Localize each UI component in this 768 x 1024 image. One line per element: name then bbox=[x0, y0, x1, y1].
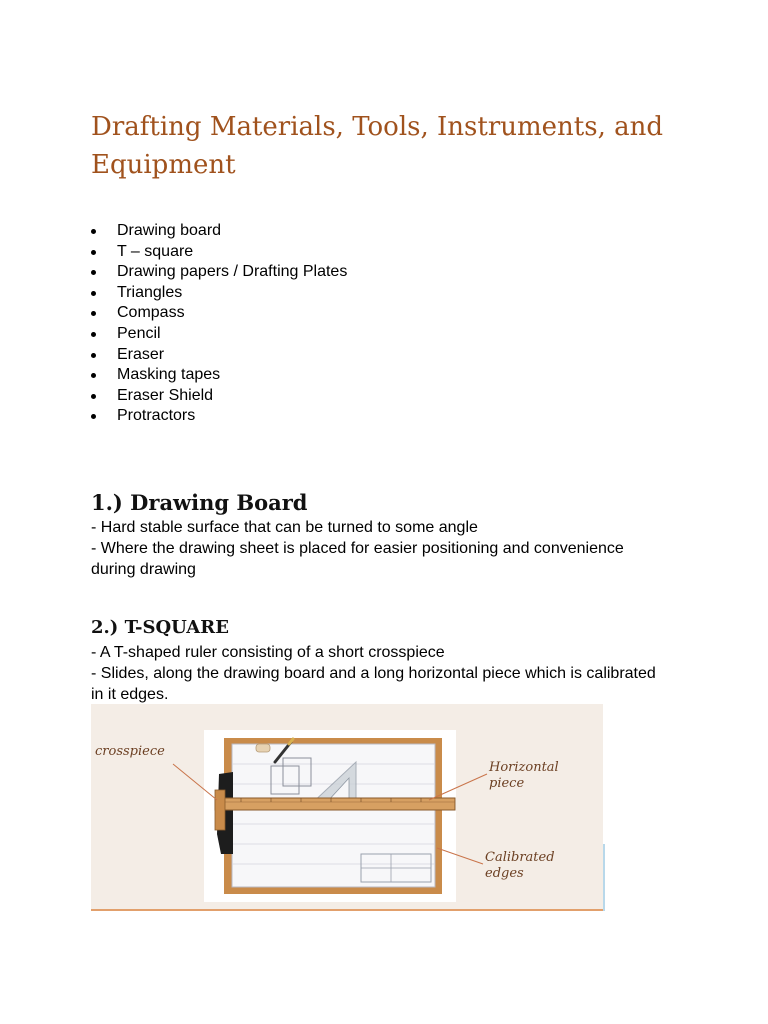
list-item-label: Eraser bbox=[117, 345, 165, 363]
materials-list bbox=[91, 221, 347, 427]
list-item-label: Pencil bbox=[117, 324, 161, 342]
bullet-icon bbox=[91, 373, 96, 378]
body-line: - Slides, along the drawing board and a long horizontal piece which is calibrated in it edges. bbox=[91, 665, 656, 703]
list-item bbox=[91, 365, 347, 386]
list-item-label: Drawing board bbox=[117, 222, 222, 239]
bullet-icon bbox=[91, 270, 96, 275]
bullet-icon bbox=[91, 414, 96, 419]
document-title: Drafting Materials, Tools, Instruments, and Equipment bbox=[91, 112, 663, 180]
list-item-label: Masking tapes bbox=[117, 366, 221, 384]
bullet-icon bbox=[91, 229, 96, 234]
label-calibrated-edges: Calibrated edges bbox=[485, 850, 555, 881]
bullet-icon bbox=[91, 291, 96, 296]
list-item-label: Drawing papers / Drafting Plates bbox=[117, 263, 348, 281]
t-square-figure bbox=[91, 704, 603, 911]
list-item-label: Compass bbox=[117, 304, 185, 322]
section-body-t-square bbox=[91, 642, 671, 705]
list-item-label: Triangles bbox=[117, 283, 183, 301]
figure-right-border bbox=[603, 844, 605, 911]
bullet-icon bbox=[91, 394, 96, 399]
bullet-icon bbox=[91, 311, 96, 316]
list-item bbox=[91, 386, 347, 407]
list-item bbox=[91, 406, 347, 427]
list-item bbox=[91, 262, 347, 283]
bullet-icon bbox=[91, 353, 96, 358]
list-item-label: T – square bbox=[117, 242, 194, 260]
figure-bottom-border bbox=[91, 909, 603, 911]
section-heading-t-square: 2.) T-SQUARE bbox=[91, 617, 229, 638]
list-item-label: Protractors bbox=[117, 407, 196, 425]
section-heading-drawing-board: 1.) Drawing Board bbox=[91, 490, 308, 515]
list-item bbox=[91, 324, 347, 345]
label-crosspiece: crosspiece bbox=[95, 744, 165, 759]
section-body-drawing-board bbox=[91, 517, 671, 580]
list-item-label: Eraser Shield bbox=[117, 386, 214, 404]
body-line: - Where the drawing sheet is placed for easier positioning and convenience during drawing bbox=[91, 540, 624, 578]
label-horizontal-piece: Horizontal piece bbox=[489, 760, 559, 791]
eraser bbox=[256, 744, 270, 752]
list-item bbox=[91, 303, 347, 324]
list-item bbox=[91, 283, 347, 304]
body-line: - Hard stable surface that can be turned to some angle bbox=[91, 519, 478, 536]
list-item bbox=[91, 345, 347, 366]
bullet-icon bbox=[91, 332, 96, 337]
list-item bbox=[91, 221, 347, 242]
drawing-sheet bbox=[232, 744, 435, 887]
body-line: - A T-shaped ruler consisting of a short crosspiece bbox=[91, 644, 445, 661]
list-item bbox=[91, 242, 347, 263]
bullet-icon bbox=[91, 250, 96, 255]
t-square-blade bbox=[215, 798, 455, 810]
